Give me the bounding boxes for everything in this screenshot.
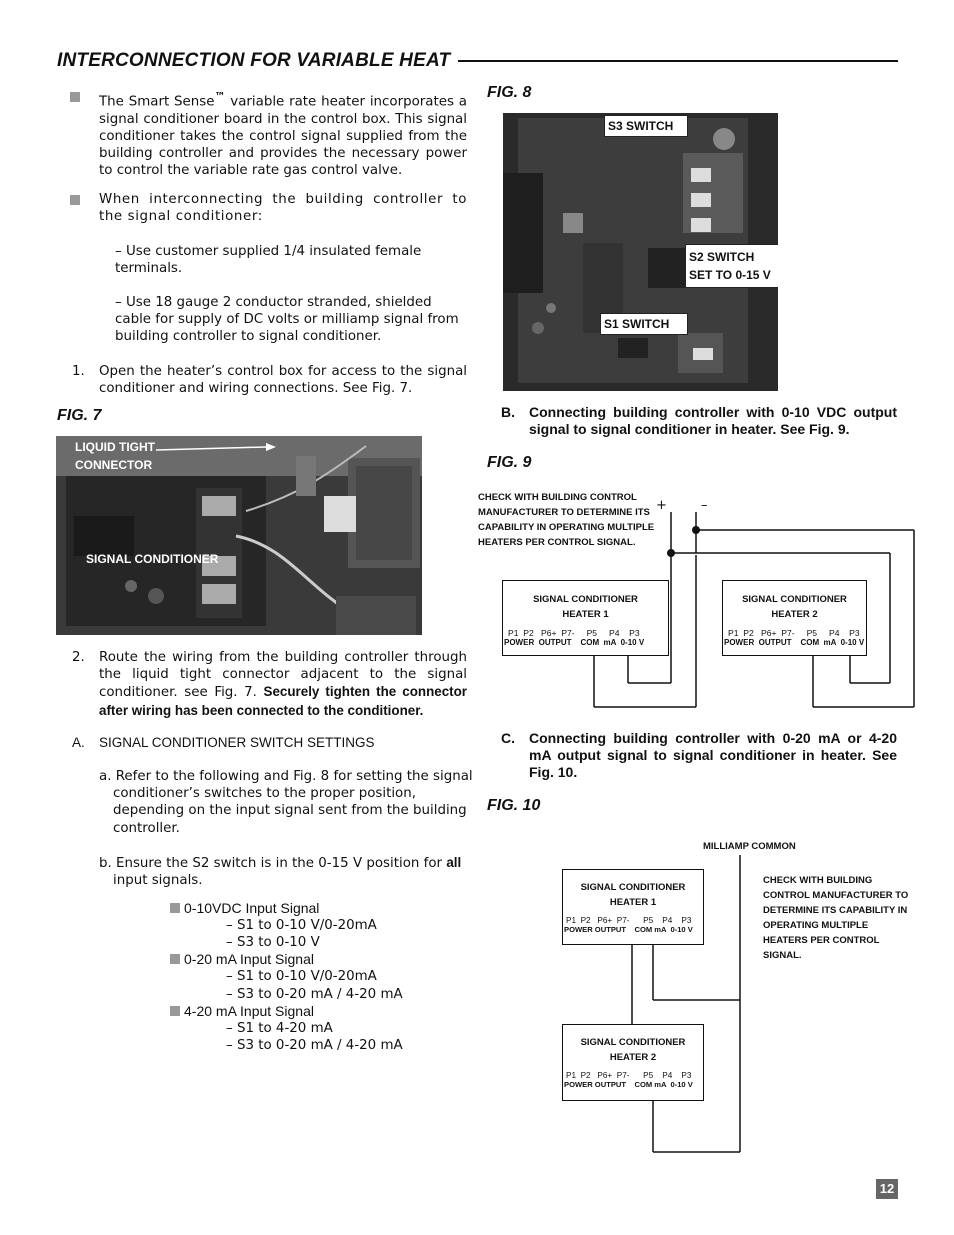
setting-0-20ma-s3: – S3 to 0-20 mA / 4-20 mA bbox=[226, 986, 403, 1002]
page-number: 12 bbox=[876, 1179, 898, 1199]
section-a-number: A. bbox=[72, 735, 85, 750]
bullet-square bbox=[70, 195, 80, 205]
fig10-note: CHECK WITH BUILDING CONTROL MANUFACTURER TO DETERMINE ITS CAPABILITY IN OPERATING MULTIPLE HEATERS PER CONTROL SIGNAL. bbox=[763, 875, 909, 961]
fig10-heater2-box: SIGNAL CONDITIONER HEATER 2 P1 P2 P6+ P7- P5 P4 P3 POWER OUTPUT COM mA 0-10 V bbox=[562, 1024, 704, 1101]
setting-4-20ma-header: 4-20 mA Input Signal bbox=[170, 1003, 470, 1020]
fig8-s2-switch-label: S2 SWITCH SET TO 0-15 V bbox=[685, 244, 778, 288]
fig9-minus-label: – bbox=[701, 498, 708, 513]
bullet-square bbox=[170, 954, 180, 964]
fig9-note: CHECK WITH BUILDING CONTROL MANUFACTURER TO DETERMINE ITS CAPABILITY IN OPERATING MULTIPLE HEATERS PER CONTROL SIGNAL. bbox=[478, 492, 655, 548]
setting-0-10vdc-s3: – S3 to 0-10 V bbox=[226, 935, 320, 951]
fig7-callout-connector: LIQUID TIGHT CONNECTOR bbox=[75, 440, 155, 472]
fig7-label: FIG. 7 bbox=[57, 407, 102, 424]
section-b-number: B. bbox=[501, 404, 515, 420]
step-2-number: 2. bbox=[72, 650, 85, 665]
section-c-text: Connecting building controller with 0-20 mA or 4-20 mA output signal to signal conditioner in heater. See Fig. 10. bbox=[529, 730, 897, 780]
intro-paragraph-2: When interconnecting the building controller to the signal conditioner: bbox=[99, 192, 467, 225]
setting-0-20ma-s1: – S1 to 0-10 V/0-20mA bbox=[226, 969, 377, 985]
fig9-heater1-box: SIGNAL CONDITIONER HEATER 1 P1 P2 P6+ P7- P5 P4 P3 POWER OUTPUT COM mA 0-10 V bbox=[502, 580, 669, 656]
fig8-s3-switch-label: S3 SWITCH bbox=[604, 115, 688, 137]
bullet-square bbox=[70, 92, 80, 102]
page-title: INTERCONNECTION FOR VARIABLE HEAT bbox=[57, 50, 451, 71]
section-b-text: Connecting building controller with 0-10 VDC output signal to signal conditioner in heater. See Fig. 9. bbox=[529, 404, 897, 437]
step-1-text: Open the heater’s control box for access to the signal conditioner and wiring connections. See Fig. 7. bbox=[99, 364, 467, 397]
bullet-square bbox=[170, 903, 180, 913]
bullet-square bbox=[170, 1006, 180, 1016]
step-1-number: 1. bbox=[72, 364, 85, 379]
setting-0-10vdc-header: 0-10VDC Input Signal bbox=[170, 900, 470, 917]
fig10-milliamp-common: MILLIAMP COMMON bbox=[703, 841, 796, 852]
section-a-title: SIGNAL CONDITIONER SWITCH SETTINGS bbox=[99, 735, 375, 750]
section-c-number: C. bbox=[501, 730, 515, 746]
section-a-item-a: a. Refer to the following and Fig. 8 for setting the signal conditioner’s switches to the proper position, depending on the input signal sent from the building controller. bbox=[99, 769, 473, 836]
step-2-text: Route the wiring from the building controller through the liquid tight connector adjacent to the signal conditioner. see Fig. 7. Securely tighten the connector after wiring has been connected to the conditioner. bbox=[99, 650, 467, 718]
fig8-s1-switch-label: S1 SWITCH bbox=[600, 313, 688, 335]
fig10-heater1-box: SIGNAL CONDITIONER HEATER 1 P1 P2 P6+ P7- P5 P4 P3 POWER OUTPUT COM mA 0-10 V bbox=[562, 869, 704, 945]
dash-item-1: – Use customer supplied 1/4 insulated female terminals. bbox=[115, 244, 422, 277]
fig8-label: FIG. 8 bbox=[487, 84, 532, 101]
fig7-photo bbox=[56, 436, 422, 635]
title-rule bbox=[458, 60, 898, 62]
fig10-label: FIG. 10 bbox=[487, 797, 541, 814]
setting-4-20ma-s1: – S1 to 4-20 mA bbox=[226, 1020, 333, 1036]
dash-item-2: – Use 18 gauge 2 conductor stranded, shielded cable for supply of DC volts or milliamp signal from building controller to signal conditioner. bbox=[115, 295, 459, 345]
fig7-callout-signal-conditioner: SIGNAL CONDITIONER bbox=[86, 552, 219, 566]
fig8-photo bbox=[503, 113, 778, 391]
switch-settings-list bbox=[170, 900, 470, 1054]
setting-4-20ma-s3: – S3 to 0-20 mA / 4-20 mA bbox=[226, 1038, 403, 1054]
setting-0-20ma-header: 0-20 mA Input Signal bbox=[170, 951, 470, 968]
fig9-label: FIG. 9 bbox=[487, 454, 532, 471]
fig9-heater2-box: SIGNAL CONDITIONER HEATER 2 P1 P2 P6+ P7- P5 P4 P3 POWER OUTPUT COM mA 0-10 V bbox=[722, 580, 867, 656]
intro-paragraph-1: The Smart Sense™ variable rate heater incorporates a signal conditioner board in the control box. This signal conditioner takes the control signal supplied from the building controller and provides the necessary power to control the variable rate gas control valve. bbox=[99, 90, 467, 179]
setting-0-10vdc-s1: – S1 to 0-10 V/0-20mA bbox=[226, 918, 377, 933]
section-a-item-b: b. Ensure the S2 switch is in the 0-15 V position for all input signals. bbox=[99, 855, 462, 889]
fig9-plus-label: + bbox=[656, 498, 667, 513]
